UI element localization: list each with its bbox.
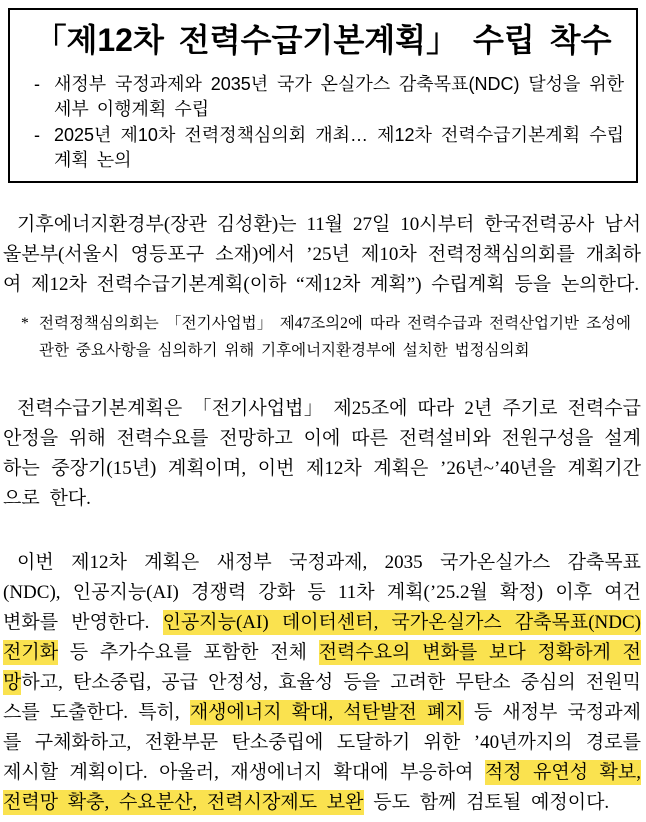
plain-text: 이번 제12차 계획은 새정부 국정과제, 2035 국가온실가스 감축목표(NDC), 인공지능(AI) 경쟁력 강화 등 11차 계획(’25.2월 확정) 이후 여건 변화를 반영한다. bbox=[3, 552, 641, 633]
plain-text: 등 추가수요를 포함한 전체 bbox=[58, 642, 319, 663]
footnote bbox=[21, 310, 631, 364]
bullet-dash-marker: - bbox=[34, 125, 40, 145]
bullet-dash-marker: - bbox=[34, 74, 40, 94]
highlighted-text: 인공지능(AI) 데이터센터, 국가온실가스 감축목표(NDC) 전기화 bbox=[3, 612, 641, 663]
document-title: 「제12차 전력수급기본계획」 수립 착수 bbox=[34, 22, 612, 58]
subtitle-bullet-2 bbox=[22, 123, 624, 173]
subtitle-bullet-2-text: 2025년 제10차 전력정책심의회 개최… 제12차 전력수급기본계획 수립 계획 논의 bbox=[54, 125, 624, 170]
subtitle-bullet-1-text: 새정부 국정과제와 2035년 국가 온실가스 감축목표(NDC) 달성을 위한 세부 이행계획 수립 bbox=[54, 74, 624, 119]
subtitle-bullet-list bbox=[22, 72, 624, 173]
paragraph-plan-contents bbox=[3, 548, 641, 818]
plain-text: 등도 함께 검토될 예정이다. bbox=[363, 792, 610, 813]
subtitle-bullet-1 bbox=[22, 72, 624, 122]
paragraph-announcement: 기후에너지환경부(장관 김성환)는 11월 27일 10시부터 한국전력공사 남서울본부(서울시 영등포구 소재)에서 ’25년 제10차 전력정책심의회를 개최하여 제12차 전력수급기본계획(이하 “제12차 계획”) 수립계획 등을 논의한다. bbox=[3, 214, 641, 295]
footnote-asterisk-marker: * bbox=[21, 315, 29, 332]
plain-text: 등 새정부 국정과제를 구체화하고, 전환부문 탄소중립에 도달하기 위한 ’40년까지의 경로를 제시할 계획이다. 아울러, 재생에너지 확대에 부응하여 bbox=[3, 702, 641, 783]
document-body bbox=[3, 210, 641, 818]
paragraph-plan-overview: 전력수급기본계획은 「전기사업법」 제25조에 따라 2년 주기로 전력수급 안정을 위해 전력수요를 전망하고 이에 따른 전력설비와 전원구성을 설계하는 중장기(15년) 계획이며, 이번 제12차 계획은 ’26년~’40년을 계획기간으로 한다. bbox=[3, 398, 641, 509]
highlighted-text: 전력수요의 변화를 보다 정확하게 전망 bbox=[3, 642, 641, 693]
title-box bbox=[8, 8, 638, 183]
highlighted-text: 재생에너지 확대, 석탄발전 폐지 bbox=[189, 702, 464, 723]
plain-text: 하고, 탄소중립, 공급 안정성, 효율성 등을 고려한 무탄소 중심의 전원믹스를 도출한다. 특히, bbox=[3, 672, 641, 723]
highlighted-text: 적정 유연성 확보, 전력망 확충, 수요분산, 전력시장제도 보완 bbox=[3, 762, 641, 813]
footnote-text: 전력정책심의회는 「전기사업법」 제47조의2에 따라 전력수급과 전력산업기반 조성에 관한 중요사항을 심의하기 위해 기후에너지환경부에 설치한 법정심의회 bbox=[39, 315, 631, 359]
